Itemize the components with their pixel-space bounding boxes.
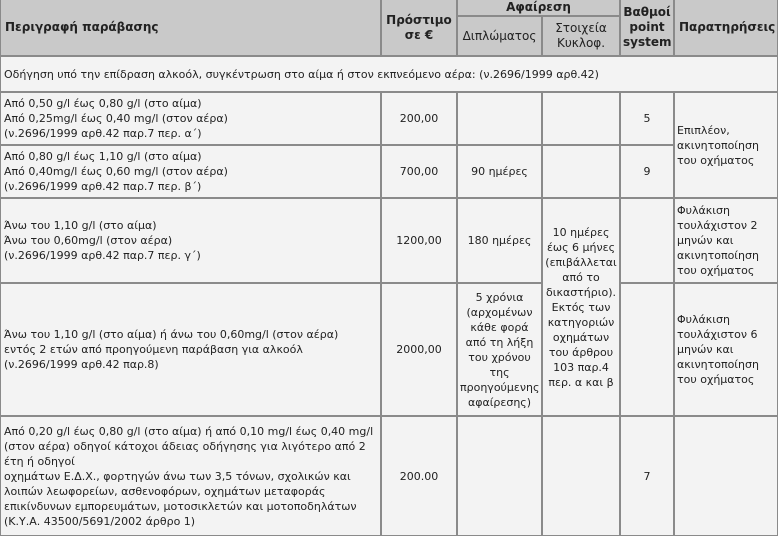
description-line: Από 0,50 g/l έως 0,80 g/l (στο αίμα) [4,97,202,110]
description-line: Από 0,20 g/l έως 0,80 g/l (στο αίμα) ή από 0,10 mg/l έως 0,40 mg/l (στον αέρα) οδηγοί κάτοχοι άδειας οδήγησης για λιγότερο από 2 έτη ή οδηγοί [4,424,374,468]
row-license [457,92,542,145]
table-row [0,416,778,536]
header-registration: Στοιχεία Κυκλοφ. [542,16,620,56]
description-line: (ν.2696/1999 αρθ.42 παρ.7 περ. β΄) [4,180,202,193]
description-line: Άνω του 1,10 g/l (στο αίμα) [4,219,157,232]
row-fine: 2000,00 [381,283,457,416]
row-fine: 200,00 [381,92,457,145]
row-fine: 200.00 [381,416,457,536]
row-registration [542,145,620,198]
row-license: 90 ημέρες [457,145,542,198]
row-description [0,283,381,416]
row-notes: Φυλάκιση τουλάχιστον 2 μηνών και ακινητοποίηση του οχήματος [674,198,778,283]
description-line: Άνω του 0,60mg/l (στον αέρα) [4,234,173,247]
row-license: 5 χρόνια (αρχομένων κάθε φορά από τη λήξη του χρόνου της προηγούμενης αφαίρεσης) [457,283,542,416]
header-fine: Πρόστιμο σε € [381,0,457,56]
row-description [0,198,381,283]
description-line: Από 0,80 g/l έως 1,10 g/l (στο αίμα) [4,150,202,163]
header-points: Βαθμοί point system [620,0,674,56]
row-description [0,92,381,145]
description-line: (ν.2696/1999 αρθ.42 παρ.8) [4,358,159,371]
row-registration [542,416,620,536]
row-registration [542,92,620,145]
row-fine: 1200,00 [381,198,457,283]
table-row [0,145,778,198]
description-line: (ν.2696/1999 αρθ.42 παρ.7 περ. α΄) [4,127,202,140]
header-license: Διπλώματος [457,16,542,56]
table-row [0,283,778,416]
row-points [620,283,674,416]
row-points: 9 [620,145,674,198]
row-fine: 700,00 [381,145,457,198]
description-line: Από 0,25mg/l έως 0,40 mg/l (στον αέρα) [4,112,228,125]
header-notes: Παρατηρήσεις [674,0,778,56]
row-description [0,145,381,198]
description-line: εντός 2 ετών από προηγούμενη παράβαση για αλκοόλ [4,343,303,356]
description-line: Άνω του 1,10 g/l (στο αίμα) ή άνω του 0,60mg/l (στον αέρα) [4,328,339,341]
row-points [620,198,674,283]
description-line: Από 0,40mg/l έως 0,60 mg/l (στον αέρα) [4,165,228,178]
description-line: (ν.2696/1999 αρθ.42 παρ.7 περ. γ΄) [4,249,201,262]
table-row [0,92,778,145]
row-notes: Φυλάκιση τουλάχιστον 6 μηνών και ακινητοποίηση του οχήματος [674,283,778,416]
table-row [0,198,778,283]
row-license: 180 ημέρες [457,198,542,283]
row-points: 5 [620,92,674,145]
description-line: (Κ.Υ.Α. 43500/5691/2002 άρθρο 1) [4,514,196,528]
category-row: Οδήγηση υπό την επίδραση αλκοόλ, συγκέντρωση στο αίμα ή στον εκπνεόμενο αέρα: (ν.2696/1999 αρθ.42) [0,56,778,92]
header-description: Περιγραφή παράβασης [0,0,381,56]
row-description [0,416,381,536]
header-removal: Αφαίρεση [457,0,620,16]
row-notes [674,416,778,536]
row-points: 7 [620,416,674,536]
row-notes: Επιπλέον, ακινητοποίηση του οχήματος [674,92,778,198]
description-line: οχημάτων Ε.Δ.Χ., φορτηγών άνω των 3,5 τόνων, σχολικών και λοιπών λεωφορείων, ασθενοφόρων, οχημάτων μεταφοράς επικίνδυνων εμπορευμάτων, μοτοσικλετών και μοτοποδηλάτων [4,469,357,513]
row-license [457,416,542,536]
registration-removal-note: 10 ημέρες έως 6 μήνες (επιβάλλεται από το δικαστήριο). Εκτός των κατηγοριών οχημάτων του άρθρου 103 παρ.4 περ. α και β [542,198,620,416]
